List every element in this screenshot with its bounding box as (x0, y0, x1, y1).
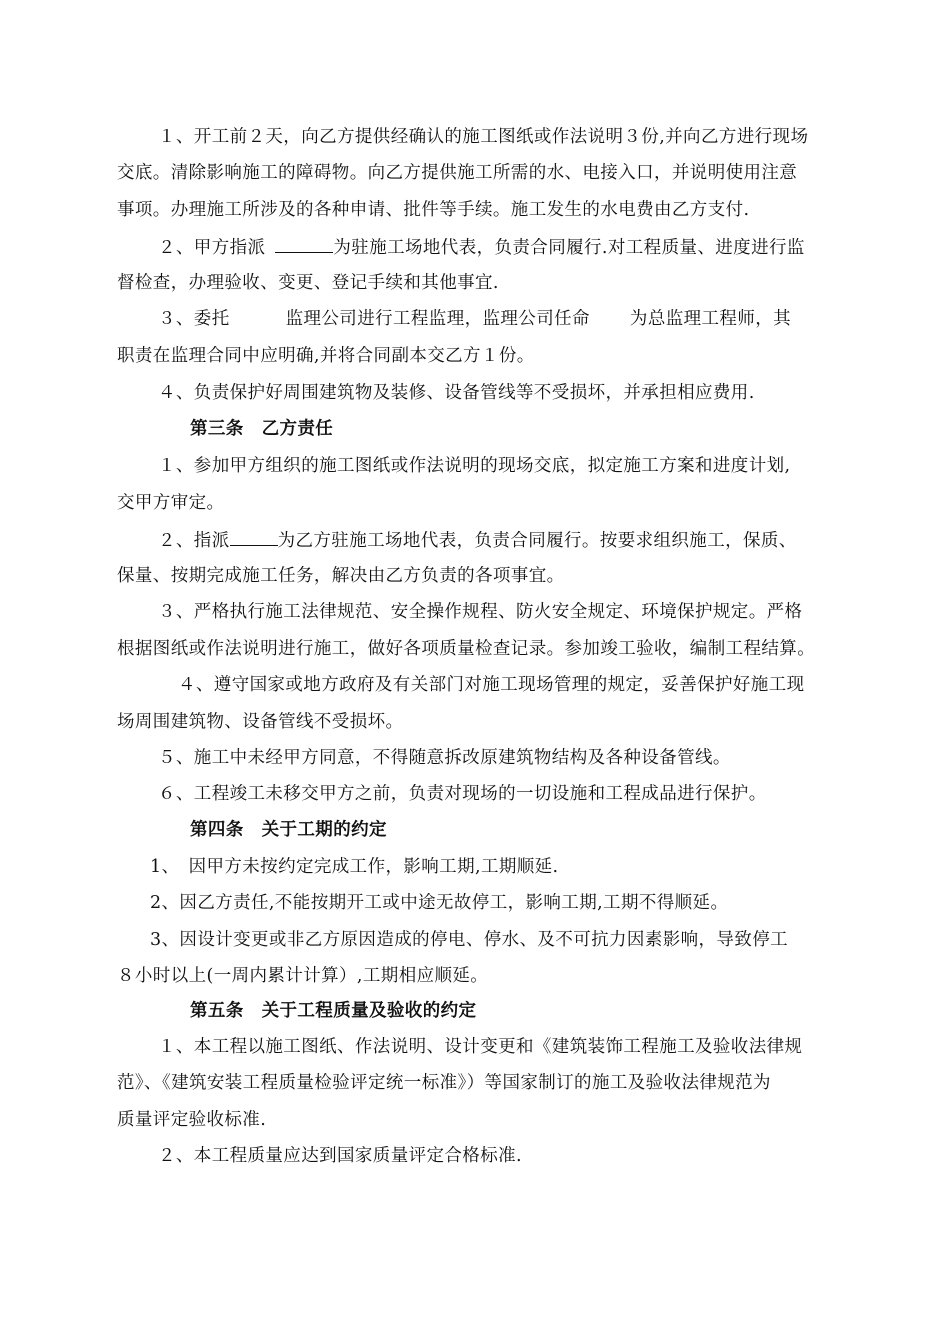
section-heading: 第五条 关于工程质量及验收的约定 (190, 1001, 477, 1021)
text-line (158, 307, 791, 331)
text-line: ４、负责保护好周围建筑物及装修、设备管线等不受损坏，并承担相应费用. (158, 383, 755, 403)
text-line: 交甲方审定。 (117, 493, 225, 513)
text-line: 3、因设计变更或非乙方原因造成的停电、停水、及不可抗力因素影响，导致停工 (150, 930, 789, 950)
text-line: 1、 因甲方未按约定完成工作，影响工期,工期顺延. (150, 857, 559, 877)
text-line: 场周围建筑物、设备管线不受损坏。 (117, 712, 404, 732)
text-segment: 为乙方驻施工场地代表，负责合同履行。按要求组织施工，保质、 (277, 531, 797, 551)
text-line: １、开工前２天，向乙方提供经确认的施工图纸或作法说明３份,并向乙方进行现场 (158, 127, 809, 147)
text-line: 交底。清除影响施工的障碍物。向乙方提供施工所需的水、电接入口，并说明使用注意 (117, 163, 798, 183)
text-segment: 为总监理工程师，其 (629, 309, 792, 329)
text-line: ５、施工中未经甲方同意，不得随意拆改原建筑物结构及各种设备管线。 (158, 748, 731, 768)
text-line (158, 234, 805, 258)
section-heading: 第四条 关于工期的约定 (190, 820, 387, 840)
fill-in-blank (230, 527, 278, 546)
text-segment: ２、甲方指派 (158, 238, 266, 258)
text-line: 范》、《建筑安装工程质量检验评定统一标准》）等国家制订的施工及验收法律规范为 (117, 1073, 771, 1093)
text-line: ３、严格执行施工法律规范、安全操作规程、防火安全规定、环境保护规定。严格 (158, 602, 803, 622)
text-segment: 监理公司进行工程监理，监理公司任命 (285, 309, 590, 329)
text-line: 督检查，办理验收、变更、登记手续和其他事宜. (117, 273, 499, 293)
text-line: ６、工程竣工未移交甲方之前，负责对现场的一切设施和工程成品进行保护。 (158, 784, 767, 804)
text-line: 保量、按期完成施工任务，解决由乙方负责的各项事宜。 (117, 566, 565, 586)
text-line: 质量评定验收标准. (117, 1110, 267, 1130)
text-line: 职责在监理合同中应明确,并将合同副本交乙方１份。 (117, 346, 535, 366)
fill-in-blank (275, 234, 333, 253)
text-segment: ２、指派 (158, 531, 230, 551)
text-line: 事项。办理施工所涉及的各种申请、批件等手续。施工发生的水电费由乙方支付. (117, 200, 750, 220)
text-line: ４、遵守国家或地方政府及有关部门对施工现场管理的规定，妥善保护好施工现 (178, 675, 805, 695)
text-line: １、本工程以施工图纸、作法说明、设计变更和《建筑装饰工程施工及验收法律规 (158, 1037, 803, 1057)
section-heading: 第三条 乙方责任 (190, 419, 334, 439)
text-line: 2、因乙方责任,不能按期开工或中途无故停工，影响工期,工期不得顺延。 (150, 893, 729, 913)
text-line: 根据图纸或作法说明进行施工，做好各项质量检查记录。参加竣工验收，编制工程结算。 (117, 639, 816, 659)
text-line: ２、本工程质量应达到国家质量评定合格标准. (158, 1146, 522, 1166)
text-line: ８小时以上(一周内累计计算）,工期相应顺延。 (117, 966, 489, 986)
text-segment: ３、委托 (158, 309, 230, 329)
text-line: １、参加甲方组织的施工图纸或作法说明的现场交底，拟定施工方案和进度计划, (158, 456, 791, 476)
text-segment: 为驻施工场地代表，负责合同履行.对工程质量、进度进行监 (333, 238, 805, 258)
text-line (158, 527, 797, 551)
